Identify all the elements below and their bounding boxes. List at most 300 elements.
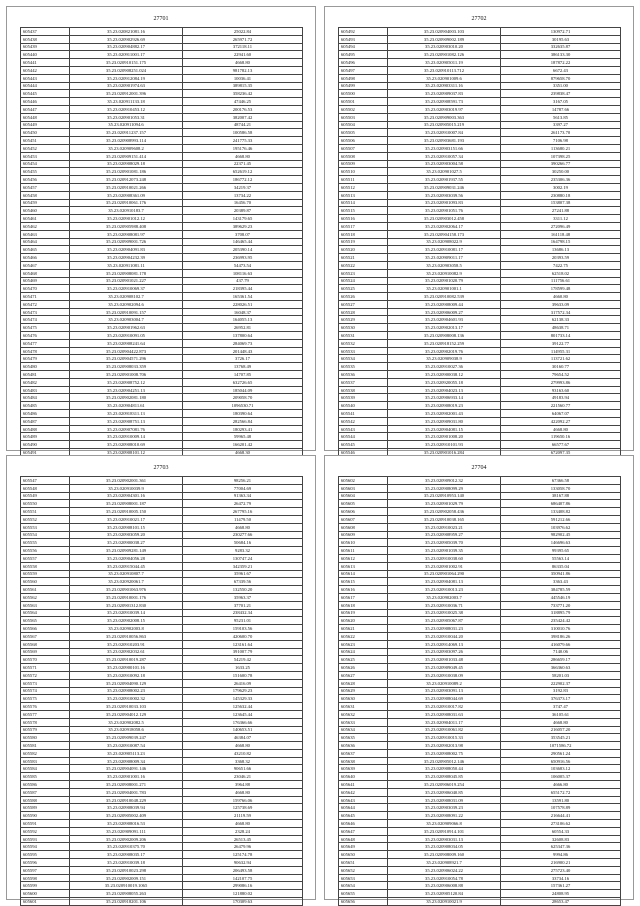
row-id-cell: 605600 — [21, 890, 70, 898]
amount-cell: 28653.47 — [501, 898, 621, 906]
cadastral-number-cell: 35.23.020901063.976 — [70, 586, 183, 594]
table-row — [339, 781, 621, 789]
amount-cell: 350941.86 — [501, 570, 621, 578]
amount-cell: 4668.80 — [183, 59, 303, 67]
row-id-cell: 605541 — [339, 410, 388, 418]
row-id-cell: 605609 — [339, 531, 388, 539]
amount-cell: 95231.01 — [183, 617, 303, 625]
table-row — [339, 851, 621, 859]
page-panel-1 — [6, 6, 316, 455]
amount-cell: 11479.50 — [183, 515, 303, 523]
table-row — [21, 410, 303, 418]
amount-cell: 90651.66 — [183, 765, 303, 773]
page-number: 27702 — [471, 16, 487, 22]
amount-cell: 221560.77 — [501, 402, 621, 410]
table-row — [21, 160, 303, 168]
table-row — [21, 827, 303, 835]
cadastral-number-cell: 35.23.020910021.266 — [70, 183, 183, 191]
row-id-cell: 605538 — [339, 386, 388, 394]
row-id-cell: 605646 — [339, 820, 388, 828]
cadastral-number-cell: 35.23.020906008.88 — [388, 882, 501, 890]
cadastral-number-cell: 35.23.020908361.09 — [70, 191, 183, 199]
table-row — [339, 477, 621, 485]
cadastral-number-cell: 35.23.020910007.84 — [388, 129, 501, 137]
row-id-cell: 605501 — [339, 98, 388, 106]
cadastral-number-cell: 35.23.020910087.54 — [70, 742, 183, 750]
amount-cell: 103683.12 — [501, 765, 621, 773]
page-number: 27703 — [153, 465, 169, 471]
cadastral-number-cell: 35.23.020901008.706 — [70, 371, 183, 379]
amount-cell: 4668.80 — [501, 718, 621, 726]
table-row — [21, 137, 303, 145]
amount-cell: 13734.22 — [183, 191, 303, 199]
table-row — [21, 687, 303, 695]
cadastral-number-cell: 35.23.020908001.271 — [70, 781, 183, 789]
table-row — [339, 339, 621, 347]
cadastral-number-cell: 35.23.020910023.298 — [70, 866, 183, 874]
row-id-cell: 605486 — [21, 410, 70, 418]
cadastral-number-cell: 35.23.020901312.830 — [70, 601, 183, 609]
amount-cell: 205390.14 — [183, 246, 303, 254]
row-id-cell: 605639 — [339, 765, 388, 773]
amount-cell: 230880.18 — [501, 191, 621, 199]
row-id-cell: 605549 — [21, 492, 70, 500]
table-row — [21, 277, 303, 285]
row-id-cell: 605509 — [339, 160, 388, 168]
amount-cell: 137800.64 — [183, 332, 303, 340]
row-id-cell: 605544 — [339, 433, 388, 441]
cadastral-number-cell: 35.23.020908029.18 — [70, 160, 183, 168]
table-row — [339, 773, 621, 781]
table-row — [339, 632, 621, 640]
cadastral-number-cell: 35.23.020903097.26 — [388, 648, 501, 656]
table-row — [339, 66, 621, 74]
amount-cell: 132550.20 — [183, 586, 303, 594]
table-row — [21, 269, 303, 277]
row-id-cell: 605532 — [339, 339, 388, 347]
amount-cell: 272096.49 — [501, 222, 621, 230]
cadastral-number-cell: 35.23.020900101.16 — [70, 664, 183, 672]
cadastral-number-cell: 35.23.020920055.18 — [388, 378, 501, 386]
row-id-cell: 605603 — [339, 484, 388, 492]
amount-cell: 372118.11 — [183, 43, 303, 51]
row-id-cell: 605464 — [21, 238, 70, 246]
table-row — [21, 215, 303, 223]
amount-cell: 26416.09 — [183, 679, 303, 687]
table-row — [21, 441, 303, 449]
amount-cell: 30250.00 — [501, 168, 621, 176]
row-id-cell: 605567 — [21, 632, 70, 640]
cadastral-number-cell: 35.23.020918058.6 — [70, 726, 183, 734]
amount-cell: 113680.21 — [501, 144, 621, 152]
table-row — [21, 500, 303, 508]
parcel-table — [338, 476, 621, 906]
table-row — [21, 176, 303, 184]
row-id-cell: 605558 — [21, 562, 70, 570]
table-row — [339, 710, 621, 718]
table-row — [339, 410, 621, 418]
amount-cell: 140653.51 — [183, 726, 303, 734]
cadastral-number-cell: 35.23.020901001.1 — [388, 285, 501, 293]
cadastral-number-cell: 35.23.020908009.44 — [388, 300, 501, 308]
table-row — [339, 734, 621, 742]
cadastral-number-cell: 35.23.020908035.17 — [70, 851, 183, 859]
row-id-cell: 605575 — [21, 695, 70, 703]
amount-cell: 1096530.71 — [183, 402, 303, 410]
row-id-cell: 605508 — [339, 152, 388, 160]
row-id-cell: 605448 — [21, 113, 70, 121]
table-row — [21, 710, 303, 718]
row-id-cell: 605593 — [21, 835, 70, 843]
amount-cell: 151600.78 — [183, 671, 303, 679]
amount-cell: 3311.12 — [501, 215, 621, 223]
row-id-cell: 605499 — [339, 82, 388, 90]
amount-cell: 91363.34 — [183, 492, 303, 500]
table-row — [21, 562, 303, 570]
amount-cell: 37701.21 — [183, 601, 303, 609]
cadastral-number-cell: 35.23.020905113.23 — [70, 749, 183, 757]
cadastral-number-cell: 35.23.020912073.248 — [70, 176, 183, 184]
amount-cell: 195176.46 — [183, 144, 303, 152]
cadastral-number-cell: 35.23.020906933.14 — [388, 394, 501, 402]
cadastral-number-cell: 35.23.020909049.45 — [388, 664, 501, 672]
table-row — [21, 28, 303, 36]
cadastral-number-cell: 35.23.020908016.53 — [70, 820, 183, 828]
row-id-cell: 605505 — [339, 129, 388, 137]
row-id-cell: 605626 — [339, 664, 388, 672]
row-id-cell: 605576 — [21, 703, 70, 711]
table-row — [339, 648, 621, 656]
cadastral-number-cell: 35.23.020903039.23 — [388, 804, 501, 812]
cadastral-number-cell: 35.23.020910036.71 — [388, 601, 501, 609]
page-panel-4 — [324, 455, 634, 904]
row-id-cell: 605491 — [21, 449, 70, 457]
amount-cell: 153807.38 — [501, 199, 621, 207]
row-id-cell: 605613 — [339, 562, 388, 570]
amount-cell: 3351.00 — [501, 82, 621, 90]
row-id-cell: 605451 — [21, 137, 70, 145]
row-id-cell: 605629 — [339, 687, 388, 695]
cadastral-number-cell: 35.23.020908591.73 — [388, 98, 501, 106]
table-row — [339, 105, 621, 113]
amount-cell: 733771.20 — [501, 601, 621, 609]
row-id-cell: 605518 — [339, 230, 388, 238]
table-row — [21, 749, 303, 757]
table-row — [21, 339, 303, 347]
table-row — [21, 238, 303, 246]
cadastral-number-cell: 35.23.020910027.36 — [388, 363, 501, 371]
cadastral-number-cell: 35.23.020901039.35 — [388, 547, 501, 555]
table-row — [339, 160, 621, 168]
cadastral-number-cell: 35.23.020911094.6 — [70, 121, 183, 129]
row-id-cell: 605441 — [21, 59, 70, 67]
amount-cell: 982902.45 — [501, 531, 621, 539]
cadastral-number-cell: 35.23.020910069.37 — [70, 285, 183, 293]
row-id-cell: 605488 — [21, 425, 70, 433]
amount-cell: 125174.78 — [183, 851, 303, 859]
cadastral-number-cell: 35.23.020902009.151 — [70, 874, 183, 882]
table-row — [21, 285, 303, 293]
table-row — [21, 851, 303, 859]
row-id-cell: 605564 — [21, 609, 70, 617]
amount-cell: 35963.37 — [183, 593, 303, 601]
amount-cell: 133058.70 — [501, 484, 621, 492]
table-row — [339, 300, 621, 308]
amount-cell: 108116.63 — [183, 269, 303, 277]
table-row — [21, 765, 303, 773]
row-id-cell: 605482 — [21, 378, 70, 386]
table-row — [339, 812, 621, 820]
cadastral-number-cell: 35.23.020908102.7 — [70, 293, 183, 301]
amount-cell: 180293.41 — [183, 425, 303, 433]
row-id-cell: 605511 — [339, 176, 388, 184]
amount-cell: 3708.07 — [183, 230, 303, 238]
row-id-cell: 605572 — [21, 671, 70, 679]
row-id-cell: 605561 — [21, 586, 70, 594]
amount-cell: 1633.25 — [183, 664, 303, 672]
amount-cell: 6672.43 — [501, 66, 621, 74]
amount-cell: 39633.09 — [501, 300, 621, 308]
table-row — [21, 547, 303, 555]
amount-cell: 3002.19 — [501, 183, 621, 191]
amount-cell: 22371.45 — [183, 160, 303, 168]
cadastral-number-cell: 35.23.020910061.176 — [70, 199, 183, 207]
cadastral-number-cell: 35.23.020901051.76 — [388, 207, 501, 215]
cadastral-number-cell: 35.23.020902003.7 — [388, 593, 501, 601]
row-id-cell: 605555 — [21, 539, 70, 547]
amount-cell: 54473.54 — [183, 261, 303, 269]
amount-cell: 200176.53 — [183, 105, 303, 113]
table-row — [21, 679, 303, 687]
amount-cell: 318895.79 — [501, 609, 621, 617]
cadastral-number-cell: 35.23.020910038.60 — [388, 554, 501, 562]
table-row — [21, 640, 303, 648]
amount-cell: 62138.33 — [501, 316, 621, 324]
amount-cell: 4666.80 — [501, 781, 621, 789]
amount-cell: 26952.81 — [183, 324, 303, 332]
row-id-cell: 605551 — [21, 508, 70, 516]
cadastral-number-cell: 35.23.020910015.33 — [388, 734, 501, 742]
row-id-cell: 605617 — [339, 593, 388, 601]
amount-cell: 26513.45 — [183, 835, 303, 843]
amount-cell: 62518.02 — [501, 269, 621, 277]
row-id-cell: 605495 — [339, 51, 388, 59]
table-row — [339, 355, 621, 363]
row-id-cell: 605584 — [21, 765, 70, 773]
row-id-cell: 605454 — [21, 160, 70, 168]
table-row — [21, 898, 303, 906]
table-row — [339, 82, 621, 90]
table-row — [339, 835, 621, 843]
table-row — [339, 222, 621, 230]
cadastral-number-cell: 35.23.020904571.296 — [70, 355, 183, 363]
row-id-cell: 605605 — [339, 500, 388, 508]
table-row — [21, 66, 303, 74]
cadastral-number-cell: 35.23.020908008.136 — [388, 332, 501, 340]
row-id-cell: 605500 — [339, 90, 388, 98]
table-row — [339, 199, 621, 207]
cadastral-number-cell: 35.23.020910021.9 — [388, 898, 501, 906]
row-id-cell: 605556 — [21, 547, 70, 555]
row-id-cell: 605524 — [339, 277, 388, 285]
cadastral-number-cell: 35.23.020903091.13 — [388, 687, 501, 695]
amount-cell: 13591.80 — [501, 796, 621, 804]
cadastral-number-cell: 35.23.020902001.361 — [70, 477, 183, 485]
row-id-cell: 605525 — [339, 285, 388, 293]
amount-cell: 1071586.72 — [501, 742, 621, 750]
table-row — [339, 523, 621, 531]
amount-cell: 16456.70 — [183, 199, 303, 207]
row-id-cell: 605655 — [339, 890, 388, 898]
table-row — [339, 718, 621, 726]
table-row — [21, 671, 303, 679]
row-id-cell: 605483 — [21, 386, 70, 394]
row-id-cell: 605468 — [21, 269, 70, 277]
row-id-cell: 605574 — [21, 687, 70, 695]
cadastral-number-cell: 35.23.020908241.64 — [70, 339, 183, 347]
row-id-cell: 605554 — [21, 531, 70, 539]
table-row — [339, 554, 621, 562]
cadastral-number-cell: 35.23.020910082.9 — [388, 269, 501, 277]
row-id-cell: 605585 — [21, 773, 70, 781]
row-id-cell: 605520 — [339, 246, 388, 254]
cadastral-number-cell: 35.23.020908050.44 — [388, 765, 501, 773]
amount-cell: 111756.61 — [501, 277, 621, 285]
cadastral-number-cell: 35.23.020904422.873 — [70, 347, 183, 355]
page-number: 27704 — [471, 465, 487, 471]
table-row — [21, 742, 303, 750]
table-row — [21, 293, 303, 301]
amount-cell: 342359.21 — [183, 562, 303, 570]
cadastral-number-cell: 35.23.020909003.363 — [388, 113, 501, 121]
cadastral-number-cell: 35.23.020910005.150 — [70, 508, 183, 516]
table-row — [339, 90, 621, 98]
table-row — [21, 726, 303, 734]
row-id-cell: 605596 — [21, 859, 70, 867]
row-id-cell: 605607 — [339, 515, 388, 523]
amount-cell: 60554.33 — [501, 827, 621, 835]
table-row — [339, 679, 621, 687]
table-row — [339, 586, 621, 594]
amount-cell: 146696.63 — [501, 539, 621, 547]
cadastral-number-cell: 35.23.020901029.79 — [388, 500, 501, 508]
row-id-cell: 605569 — [21, 648, 70, 656]
cadastral-number-cell: 35.23.020910001.176 — [70, 593, 183, 601]
cadastral-number-cell: 35.23.020904012.129 — [70, 710, 183, 718]
amount-cell: 650916.56 — [501, 757, 621, 765]
cadastral-number-cell: 35.23.020902032.61 — [70, 648, 183, 656]
cadastral-number-cell: 35.23.020902064.17 — [388, 222, 501, 230]
row-id-cell: 605534 — [339, 355, 388, 363]
row-id-cell: 605477 — [21, 339, 70, 347]
cadastral-number-cell: 35.23.020908993.114 — [70, 137, 183, 145]
amount-cell: 201448.43 — [183, 347, 303, 355]
amount-cell: 4668.80 — [183, 820, 303, 828]
amount-cell: 146465.44 — [183, 238, 303, 246]
table-row — [339, 492, 621, 500]
amount-cell: 30195.63 — [501, 35, 621, 43]
cadastral-number-cell: 35.23.020908001.187 — [70, 500, 183, 508]
row-id-cell: 605466 — [21, 254, 70, 262]
amount-cell: 27241.88 — [501, 207, 621, 215]
row-id-cell: 605516 — [339, 215, 388, 223]
cadastral-number-cell: 35.23.020901009.6 — [388, 74, 501, 82]
row-id-cell: 605579 — [21, 726, 70, 734]
amount-cell: 186772.12 — [183, 176, 303, 184]
amount-cell: 77004.69 — [183, 484, 303, 492]
cadastral-number-cell: 35.23.020908031.23 — [388, 625, 501, 633]
cadastral-number-cell: 35.23.020910025.38 — [388, 609, 501, 617]
cadastral-number-cell: 35.23.020910151.175 — [70, 59, 183, 67]
amount-cell: 13768.49 — [183, 363, 303, 371]
cadastral-number-cell: 35.23.020902013.17 — [388, 324, 501, 332]
cadastral-number-cell: 35.23.020911237.157 — [70, 129, 183, 137]
amount-cell: 123645.44 — [183, 710, 303, 718]
row-id-cell: 605623 — [339, 640, 388, 648]
row-id-cell: 605523 — [339, 269, 388, 277]
amount-cell: 267795.16 — [183, 508, 303, 516]
table-row — [339, 425, 621, 433]
table-row — [21, 51, 303, 59]
amount-cell: 235424.42 — [501, 617, 621, 625]
cadastral-number-cell: 35.23.020904251.13 — [70, 386, 183, 394]
row-id-cell: 605641 — [339, 781, 388, 789]
amount-cell: 159103.56 — [183, 625, 303, 633]
table-row — [21, 625, 303, 633]
row-id-cell: 605475 — [21, 324, 70, 332]
table-row — [21, 386, 303, 394]
row-id-cell: 605465 — [21, 246, 70, 254]
cadastral-number-cell: 35.23.020910101.93 — [388, 441, 501, 449]
row-id-cell: 605476 — [21, 332, 70, 340]
cadastral-number-cell: 35.23.020910039.18 — [70, 859, 183, 867]
row-id-cell: 605642 — [339, 788, 388, 796]
parcel-table — [20, 476, 303, 906]
table-row — [339, 371, 621, 379]
table-row — [21, 554, 303, 562]
cadastral-number-cell: 35.23.020901016.284 — [388, 449, 501, 457]
amount-cell: 317572.34 — [501, 308, 621, 316]
table-row — [21, 332, 303, 340]
amount-cell: 4668.80 — [183, 788, 303, 796]
row-id-cell: 605643 — [339, 796, 388, 804]
amount-cell: 981782.13 — [183, 66, 303, 74]
row-id-cell: 605492 — [339, 28, 388, 36]
row-id-cell: 605506 — [339, 137, 388, 145]
cadastral-number-cell: 35.23.020910453.12 — [70, 105, 183, 113]
amount-cell: 241775.33 — [183, 137, 303, 145]
amount-cell: 290561.24 — [501, 749, 621, 757]
amount-cell: 187872.22 — [501, 59, 621, 67]
amount-cell: 228026.51 — [183, 300, 303, 308]
row-id-cell: 605553 — [21, 523, 70, 531]
table-row — [339, 144, 621, 152]
amount-cell: 384785.59 — [501, 586, 621, 594]
table-row — [339, 890, 621, 898]
table-row — [21, 508, 303, 516]
amount-cell: 282566.84 — [183, 417, 303, 425]
table-row — [21, 199, 303, 207]
row-id-cell: 605528 — [339, 308, 388, 316]
table-row — [21, 82, 303, 90]
table-row — [21, 477, 303, 485]
row-id-cell: 605647 — [339, 827, 388, 835]
table-row — [339, 765, 621, 773]
row-id-cell: 605586 — [21, 781, 70, 789]
row-id-cell: 605618 — [339, 601, 388, 609]
amount-cell: 14707.85 — [183, 371, 303, 379]
amount-cell: 218395.44 — [183, 285, 303, 293]
